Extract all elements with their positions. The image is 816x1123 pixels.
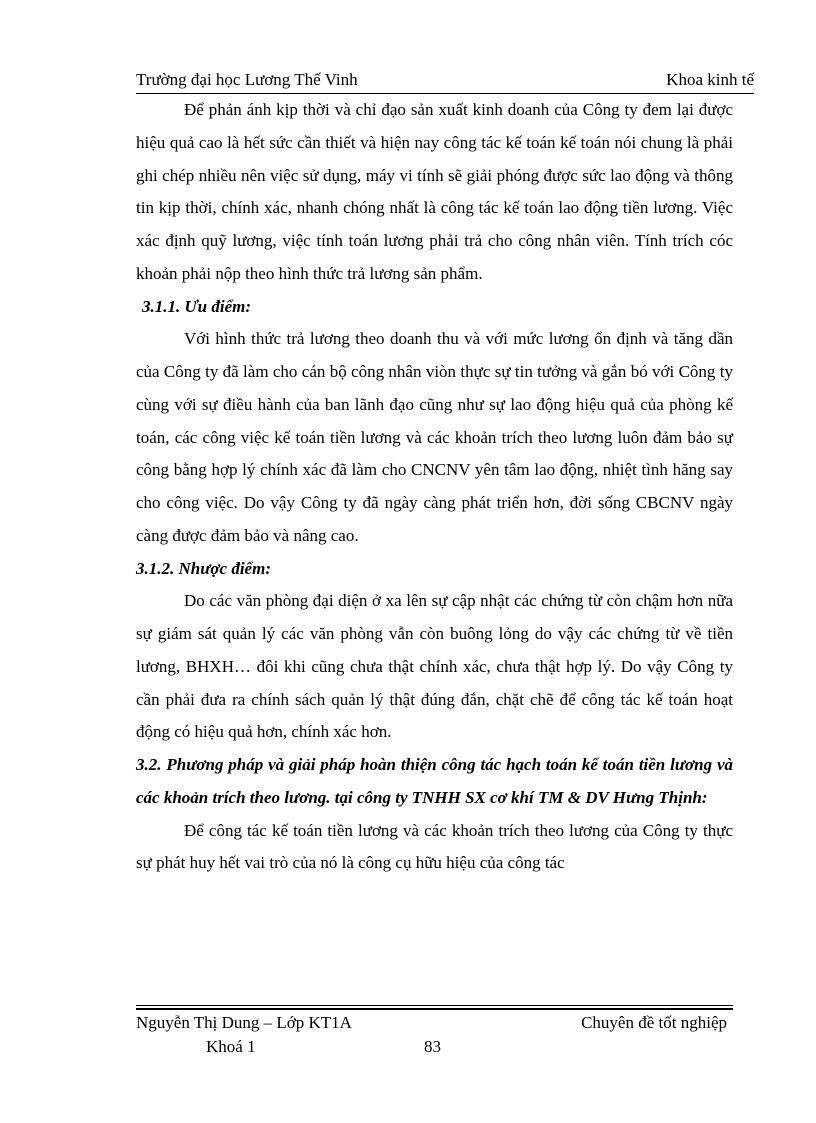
footer-rule-thin xyxy=(136,1005,733,1006)
intro-paragraph: Để phản ánh kịp thời và chỉ đạo sản xuất kinh doanh của Công ty đem lại được hiệu quả cao là hết sức cần thiết và hiện nay công tác kế toán kế toán nói chung là phải ghi chép nhiều nên việc sử dụng, máy vi tính sẽ giải phóng được sức lao động và thông tin kịp thời, chính xác, nhanh chóng nhất là công tác kế toán lao động tiền lương. Việc xác định quỹ lương, việc tính toán lương phải trả cho công nhân viên. Tính trích cóc khoản phải nộp theo hình thức trả lương sản phẩm. xyxy=(136,100,733,283)
footer-course: Khoá 1 xyxy=(206,1037,256,1056)
footer-author: Nguyễn Thị Dung – Lớp KT1A xyxy=(136,1013,352,1032)
solutions-paragraph: Để công tác kế toán tiền lương và các khoản trích theo lương của Công ty thực sự phát huy hết vai trò của nó là công cụ hữu hiệu của công tác xyxy=(136,820,733,873)
page-number: 83 xyxy=(424,1037,441,1056)
section-heading-3-2: 3.2. Phương pháp và giải pháp hoàn thiện công tác hạch toán kế toán tiền lương và các khoản trích theo lương. tại công ty TNHH SX cơ khí TM & DV Hưng Thịnh: xyxy=(136,755,733,807)
section-heading-3-1-2: 3.1.2. Nhược điểm: xyxy=(136,558,271,578)
section-heading-3-1-1: 3.1.1. Ưu điểm: xyxy=(142,296,252,316)
disadvantages-paragraph: Do các văn phòng đại diện ở xa lên sự cập nhật các chứng từ còn chậm hơn nữa sự giám sát quản lý các văn phòng vẫn còn buông lỏng do vậy các chứng từ về tiền lương, BHXH… đôi khi cũng chưa thật chính xác, chưa thật hợp lý. Do vậy Công ty cần phải đưa ra chính sách quản lý thật đúng đắn, chặt chẽ để công tác kế toán hoạt động có hiệu quả hơn, chính xác hơn. xyxy=(136,591,733,742)
page-footer xyxy=(136,1013,733,1063)
footer-rule-thick xyxy=(136,1008,733,1010)
advantages-paragraph: Với hình thức trả lương theo doanh thu và với mức lương ổn định và tăng dần của Công ty đã làm cho cán bộ công nhân viòn thực sự tin tưởng và gắn bó với Công ty cùng với sự điều hành của ban lãnh đạo cũng như sự lao động hiệu quả của phòng kế toán, các công việc kế toán tiền lương và các khoản trích theo lương luôn đảm bảo sự công bằng hợp lý chính xác đã làm cho CNCNV yên tâm lao động, nhiệt tình hăng say cho công việc. Do vậy Công ty đã ngày càng phát triển hơn, đời sống CBCNV ngày càng được đảm bảo và nâng cao. xyxy=(136,329,733,545)
document-body xyxy=(136,94,733,880)
header-university: Trường đại học Lương Thế Vinh xyxy=(136,70,358,89)
footer-thesis: Chuyên đề tốt nghiệp xyxy=(581,1013,727,1032)
header-faculty: Khoa kinh tế xyxy=(666,70,754,89)
page-header xyxy=(136,68,754,94)
